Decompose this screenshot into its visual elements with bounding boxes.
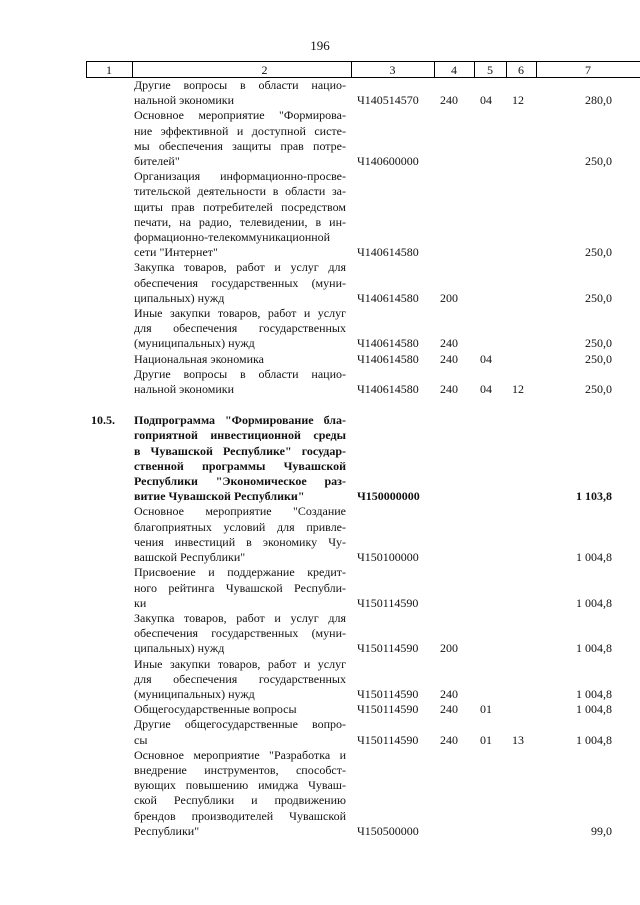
- description-line: Иные закупки товаров, работ и услуг: [134, 656, 346, 671]
- section-code: 04: [480, 93, 492, 108]
- expense-type: 240: [440, 686, 458, 701]
- description-line: нальной экономики: [134, 93, 234, 108]
- row-description: [134, 504, 346, 565]
- row-description: [134, 657, 346, 703]
- table-row: [0, 413, 640, 504]
- amount: 1 004,8: [576, 732, 612, 747]
- table-row: [0, 611, 640, 657]
- description-line: Республики": [134, 823, 200, 838]
- header-col-1: 1: [106, 63, 112, 77]
- row-description: [134, 413, 346, 504]
- amount: 250,0: [585, 290, 612, 305]
- target-code: Ч140600000: [357, 154, 419, 169]
- table-row: [0, 352, 640, 367]
- description-line: (муниципальных) нужд: [134, 686, 255, 701]
- description-line: Подпрограмма "Формирование бла-: [134, 413, 346, 428]
- row-description: [134, 565, 346, 611]
- description-line: вашской Республики": [134, 550, 246, 565]
- description-line: обеспечения государственных (муни-: [134, 275, 346, 290]
- row-description: [134, 367, 346, 397]
- description-line: (муниципальных) нужд: [134, 336, 255, 351]
- subsection-code: 13: [512, 732, 524, 747]
- row-description: [134, 306, 346, 352]
- description-line: Закупка товаров, работ и услуг для: [134, 260, 346, 275]
- target-code: Ч140614580: [357, 245, 419, 260]
- table-row: [0, 260, 640, 306]
- table-row: [0, 717, 640, 747]
- expense-type: 240: [440, 336, 458, 351]
- table-row: [0, 504, 640, 565]
- description-line: Присвоение и поддержание кредит-: [134, 565, 346, 580]
- description-line: Закупка товаров, работ и услуг для: [134, 610, 346, 625]
- header-col-4: 4: [451, 63, 457, 77]
- description-line: мы обеспечения защиты прав потре-: [134, 138, 346, 153]
- expense-type: 240: [440, 351, 458, 366]
- expense-type: 240: [440, 732, 458, 747]
- description-line: печати, на радио, телевидении, в ин-: [134, 214, 346, 229]
- row-description: [134, 260, 346, 306]
- description-line: Национальная экономика: [134, 351, 264, 366]
- table-body: [0, 78, 640, 839]
- target-code: Ч140614580: [357, 336, 419, 351]
- description-line: обеспечения государственных (муни-: [134, 626, 346, 641]
- description-line: нальной экономики: [134, 382, 234, 397]
- description-line: формационно-телекоммуникационной: [134, 230, 331, 245]
- table-row: [0, 748, 640, 839]
- table-row: [0, 367, 640, 397]
- amount: 250,0: [585, 154, 612, 169]
- description-line: ки: [134, 595, 147, 610]
- description-line: тительской деятельности в области за-: [134, 184, 346, 199]
- table-row: [0, 78, 640, 108]
- description-line: благоприятных условий для привле-: [134, 519, 346, 534]
- amount: 1 004,8: [576, 641, 612, 656]
- target-code: Ч140614580: [357, 351, 419, 366]
- header-col-6: 6: [518, 63, 524, 77]
- description-line: гоприятной инвестиционной среды: [134, 428, 346, 443]
- target-code: Ч140514570: [357, 93, 419, 108]
- description-line: брендов производителей Чувашской: [134, 808, 346, 823]
- description-line: для обеспечения государственных: [134, 671, 346, 686]
- description-line: ской Республики и продвижению: [134, 793, 346, 808]
- amount: 250,0: [585, 382, 612, 397]
- description-line: витие Чувашской Республики": [134, 489, 305, 504]
- header-col-3: 3: [389, 63, 396, 77]
- description-line: Основное мероприятие "Формирова-: [134, 108, 346, 123]
- section-code: 01: [480, 702, 492, 717]
- amount: 1 004,8: [576, 595, 612, 610]
- amount: 250,0: [585, 336, 612, 351]
- table-header: [86, 61, 640, 78]
- description-line: ственной программы Чувашской: [134, 458, 346, 473]
- header-col-2: 2: [261, 63, 268, 77]
- table-row: [0, 565, 640, 611]
- description-line: Другие общегосударственные вопро-: [134, 717, 346, 732]
- description-line: в Чувашской Республике" государ-: [134, 443, 346, 458]
- header-col-7: 7: [585, 63, 591, 77]
- description-line: ние эффективной и доступной систе-: [134, 123, 346, 138]
- target-code: Ч150114590: [357, 686, 419, 701]
- target-code: Ч150114590: [357, 595, 419, 610]
- section-code: 04: [480, 351, 492, 366]
- amount: 1 004,8: [576, 702, 612, 717]
- section-code: 04: [480, 382, 492, 397]
- amount: 280,0: [585, 93, 612, 108]
- target-code: Ч150500000: [357, 823, 419, 838]
- description-line: Основное мероприятие "Создание: [134, 504, 346, 519]
- target-code: Ч150000000: [357, 489, 420, 504]
- section-code: 01: [480, 732, 492, 747]
- description-line: щиты прав потребителей посредством: [134, 199, 346, 214]
- row-description: [134, 108, 346, 169]
- table-row: [0, 657, 640, 703]
- expense-type: 200: [440, 290, 458, 305]
- description-line: Общегосударственные вопросы: [134, 702, 297, 717]
- row-description: [134, 748, 346, 839]
- description-line: сы: [134, 732, 148, 747]
- table-row: [0, 306, 640, 352]
- row-description: [134, 702, 346, 717]
- expense-type: 240: [440, 382, 458, 397]
- expense-type: 200: [440, 641, 458, 656]
- description-line: Основное мероприятие "Разработка и: [134, 747, 346, 762]
- amount: 1 103,8: [576, 489, 612, 504]
- row-spacer: [0, 397, 640, 413]
- table-row: [0, 169, 640, 260]
- description-line: вующих повышению имиджа Чуваш-: [134, 778, 346, 793]
- description-line: Организация информационно-просве-: [134, 169, 346, 184]
- description-line: для обеспечения государственных: [134, 321, 346, 336]
- page-number: 196: [310, 38, 330, 53]
- row-description: [134, 169, 346, 260]
- target-code: Ч150100000: [357, 550, 419, 565]
- description-line: чения инвестиций в экономику Чу-: [134, 534, 346, 549]
- row-number: 10.5.: [91, 413, 115, 428]
- description-line: сети "Интернет": [134, 245, 218, 260]
- description-line: Другие вопросы в области нацио-: [134, 366, 346, 381]
- amount: 1 004,8: [576, 686, 612, 701]
- description-line: ного рейтинга Чувашской Республи-: [134, 580, 346, 595]
- amount: 250,0: [585, 351, 612, 366]
- amount: 250,0: [585, 245, 612, 260]
- target-code: Ч150114590: [357, 641, 419, 656]
- description-line: Иные закупки товаров, работ и услуг: [134, 306, 346, 321]
- row-description: [134, 78, 346, 108]
- row-description: [134, 611, 346, 657]
- table-row: [0, 702, 640, 717]
- expense-type: 240: [440, 93, 458, 108]
- table-row: [0, 108, 640, 169]
- description-line: внедрение инструментов, способст-: [134, 762, 346, 777]
- description-line: Республики "Экономическое раз-: [134, 474, 346, 489]
- target-code: Ч150114590: [357, 702, 419, 717]
- description-line: Другие вопросы в области нацио-: [134, 78, 346, 92]
- row-description: [134, 352, 346, 367]
- amount: 99,0: [591, 823, 612, 838]
- row-description: [134, 717, 346, 747]
- expense-type: 240: [440, 702, 458, 717]
- amount: 1 004,8: [576, 550, 612, 565]
- target-code: Ч140614580: [357, 290, 419, 305]
- header-col-5: 5: [487, 63, 493, 77]
- target-code: Ч150114590: [357, 732, 419, 747]
- subsection-code: 12: [512, 93, 524, 108]
- description-line: бителей": [134, 154, 180, 169]
- description-line: ципальных) нужд: [134, 290, 225, 305]
- description-line: ципальных) нужд: [134, 641, 225, 656]
- target-code: Ч140614580: [357, 382, 419, 397]
- subsection-code: 12: [512, 382, 524, 397]
